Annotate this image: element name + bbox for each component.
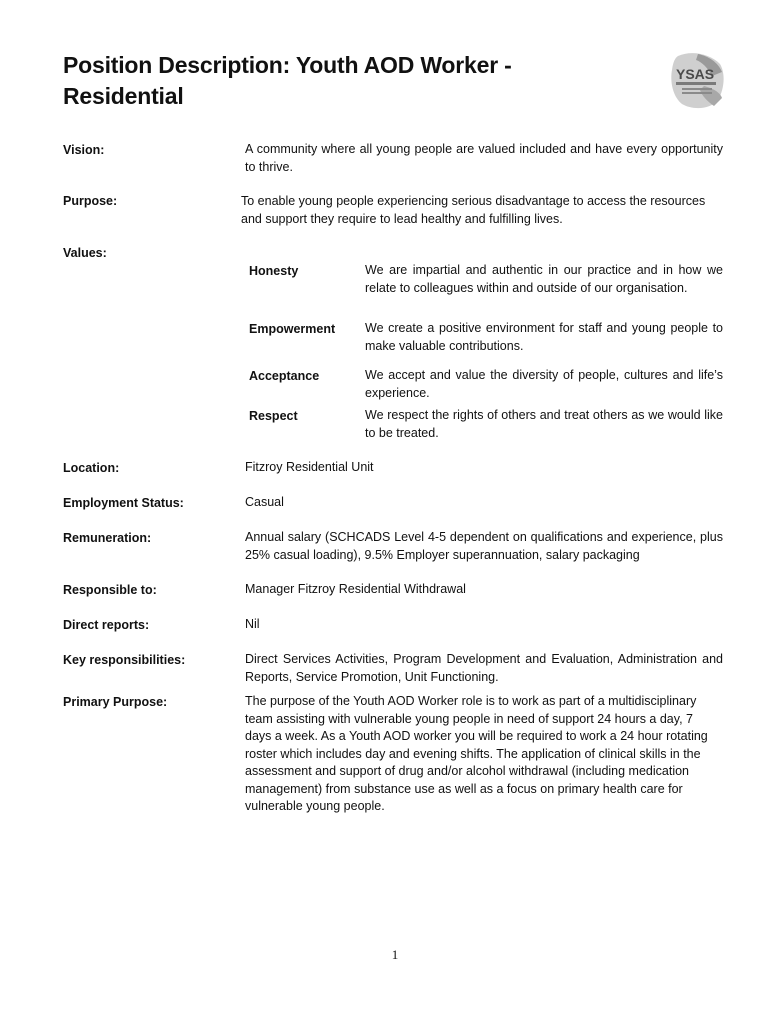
remuneration-value: Annual salary (SCHCADS Level 4-5 dependent on qualifications and experience, plus 25% casual loading), 9.5% Employer superannuation, salary packaging xyxy=(245,530,723,562)
values-label: Values: xyxy=(63,246,107,260)
value-name-respect: Respect xyxy=(249,409,298,423)
purpose-label: Purpose: xyxy=(63,194,118,208)
page-title: Position Description: Youth AOD Worker - Residential xyxy=(63,52,512,109)
key-responsibilities-label: Key responsibilities: xyxy=(63,653,186,667)
direct-reports-value: Nil xyxy=(245,617,260,631)
vision-value: A community where all young people are valued included and have every opportunity to thrive. xyxy=(245,142,723,174)
primary-purpose-value: The purpose of the Youth AOD Worker role is to work as part of a multidisciplinary team assisting with vulnerable young people in need of support 24 hours a day, 7 days a week. As a Youth AOD worker you will be required to work a 24 hour rotating roster which includes day and evening shifts. The application of clinical skills in the assessment and support of drug and/or alcohol withdrawal (including medication management) from substance use as well as a focus on primary health care for vulnerable young people. xyxy=(245,694,708,813)
value-text-empowerment: We create a positive environment for staff and young people to make valuable contributions. xyxy=(365,321,723,353)
remuneration-label: Remuneration: xyxy=(63,531,152,545)
purpose-value: To enable young people experiencing serious disadvantage to access the resources and support they require to lead healthy and fulfilling lives. xyxy=(241,194,706,226)
value-text-acceptance: We accept and value the diversity of people, cultures and life’s experience. xyxy=(365,368,723,400)
employment-status-value: Casual xyxy=(245,495,284,509)
key-responsibilities-value: Direct Services Activities, Program Development and Evaluation, Administration and Reports, Service Promotion, Unit Functioning. xyxy=(245,652,723,684)
primary-purpose-label: Primary Purpose: xyxy=(63,695,168,709)
employment-status-label: Employment Status: xyxy=(63,496,184,510)
page-number: 1 xyxy=(391,947,399,962)
value-name-empowerment: Empowerment xyxy=(249,322,336,336)
location-label: Location: xyxy=(63,461,120,475)
direct-reports-label: Direct reports: xyxy=(63,618,150,632)
ysas-logo xyxy=(668,52,726,110)
responsible-to-value: Manager Fitzroy Residential Withdrawal xyxy=(245,582,466,596)
location-value: Fitzroy Residential Unit xyxy=(245,460,374,474)
logo-text: YSAS xyxy=(676,66,715,82)
value-name-acceptance: Acceptance xyxy=(249,369,320,383)
vision-label: Vision: xyxy=(63,143,105,157)
value-text-respect: We respect the rights of others and treat others as we would like to be treated. xyxy=(365,408,723,440)
value-name-honesty: Honesty xyxy=(249,264,299,278)
value-text-honesty: We are impartial and authentic in our practice and in how we relate to colleagues within and outside of our organisation. xyxy=(365,263,723,295)
responsible-to-label: Responsible to: xyxy=(63,583,157,597)
